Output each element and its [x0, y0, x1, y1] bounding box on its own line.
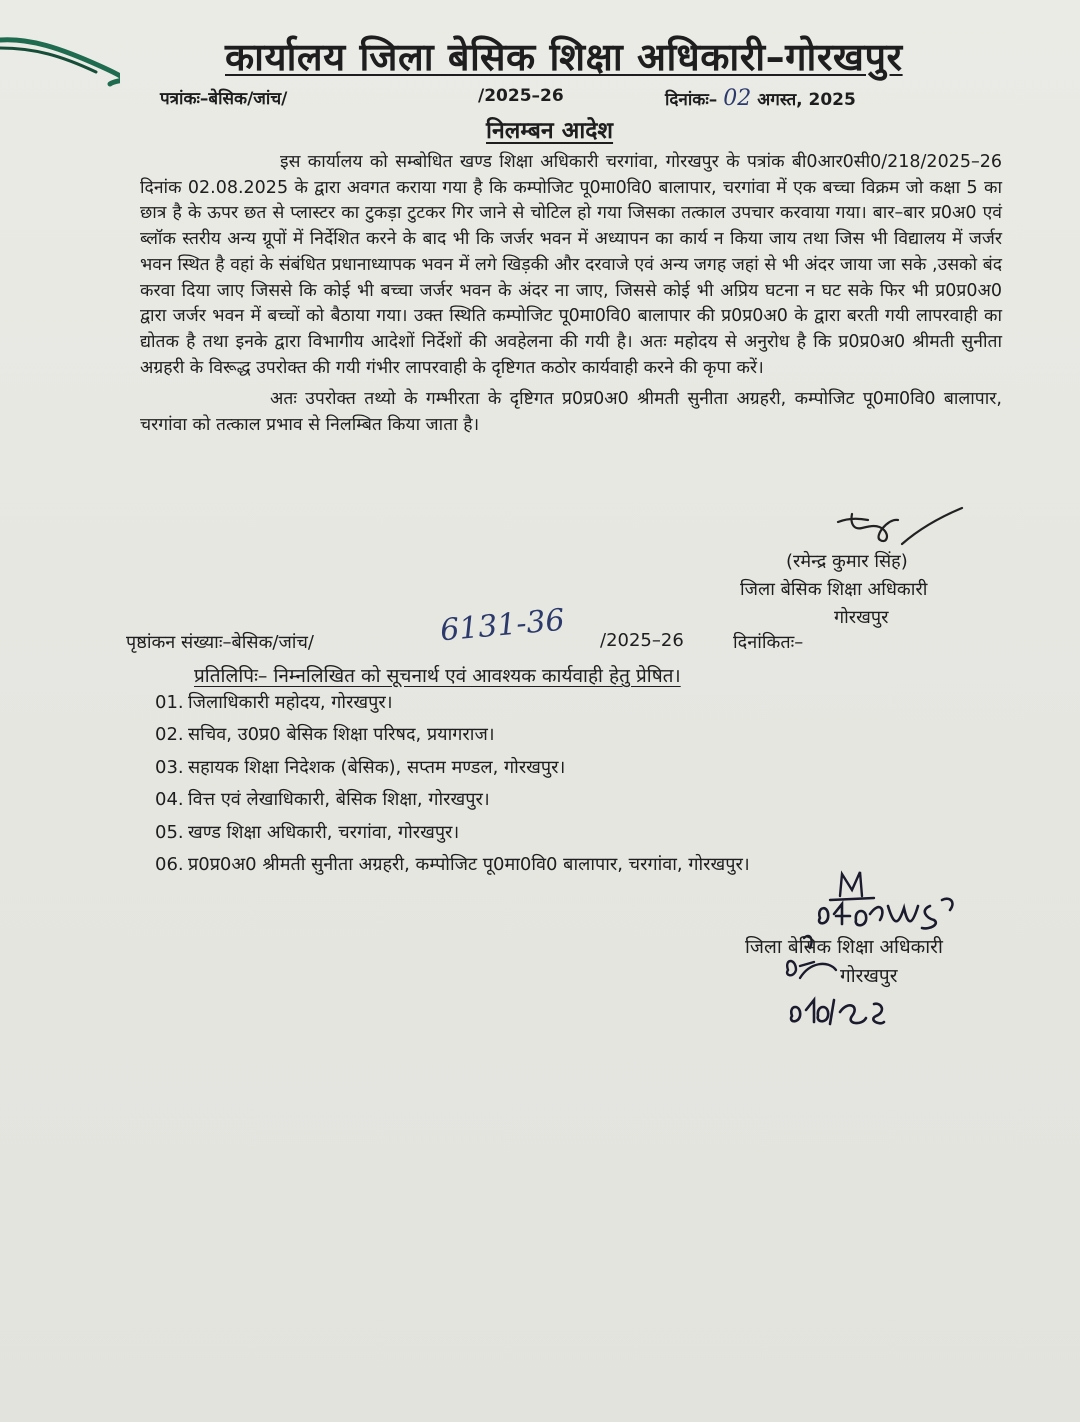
letter-date: [665, 86, 856, 111]
order-body: [140, 150, 1002, 439]
office-title: कार्यालय जिला बेसिक शिक्षा अधिकारी–गोरखपुर: [225, 35, 903, 79]
copy-to-heading: प्रतिलिपिः– निम्नलिखित को सूचनार्थ एवं आवश्यक कार्यवाही हेतु प्रेषित।: [194, 665, 681, 687]
list-item: 02. सचिव, उ0प्र0 बेसिक शिक्षा परिषद, प्रयागराज।: [155, 724, 495, 746]
signatory-block: [740, 548, 927, 632]
signatory-place: गोरखपुर: [834, 607, 889, 628]
endorsement-label: पृष्ठांकन संख्याः–बेसिक/जांच/: [126, 632, 314, 653]
letter-number: पत्रांकः–बेसिक/जांच/: [160, 89, 288, 109]
endorsement-year: /2025–26: [600, 630, 684, 651]
copy-to-list: [155, 688, 750, 882]
list-item: 04. वित्त एवं लेखाधिकारी, बेसिक शिक्षा, गोरखपुर।: [155, 789, 490, 811]
endorsement-handwritten-number: 6131-36: [438, 602, 566, 649]
date-month-year: अगस्त, 2025: [757, 90, 856, 110]
list-item: 05. खण्ड शिक्षा अधिकारी, चरगांवा, गोरखपुर।: [155, 821, 460, 843]
date-label: दिनांकः–: [665, 90, 718, 110]
subject-heading: निलम्बन आदेश: [486, 118, 614, 144]
body-paragraph-2: अतः उपरोक्त तथ्यो के गम्भीरता के दृष्टिगत प्र0प्र0अ0 श्रीमती सुनीता अग्रहरी, कम्पोजिट पू0मा0वि0 बालापार, चरगांवा को तत्काल प्रभाव से निलम्बित किया जाता है।: [140, 389, 1002, 436]
list-item: 01. जिलाधिकारी महोदय, गोरखपुर।: [155, 692, 393, 713]
body-paragraph-1: इस कार्यालय को सम्बोधित खण्ड शिक्षा अधिकारी चरगांवा, गोरखपुर के पत्रांक बी0आर0सी0/218/2025–26 दिनांक 02.08.2025 के द्वारा अवगत कराया गया है कि कम्पोजिट पू0मा0वि0 बालापार, चरगांवा में एक बच्चा विक्रम जो कक्षा 5 का छात्र है के ऊपर छत से प्लास्टर का टुकड़ा टुटकर गिर जाने से चोटिल हो गया जिसका तत्काल उपचार करवाया गया। बार–बार प्र0अ0 एवं ब्लॉक स्तरीय अन्य ग्रूपों में निर्देशित करने के बाद भी कि जर्जर भवन में अध्यापन का कार्य न किया जाय तथा जिस भी विद्यालय में जर्जर भवन स्थित है वहां के संबंधित प्रधानाध्यापक भवन में लगे खिड़की और दरवाजे एवं अन्य जगह जहां से भी अंदर जाया जा सके ,उसको बंद करवा दिया जाए जिससे कि कोई भी बच्चा जर्जर भवन के अंदर ना जाए, जिससे कोई भी अप्रिय घटना न घट सके फिर भी प्र0प्र0अ0 द्वारा जर्जर भवन में बच्चों को बैठाया गया। उक्त स्थिति कम्पोजिट पू0मा0वि0 बालापार की प्र0प्र0अ0 के द्वारा बरती गयी लापरवाही का द्योतक है तथा इनके द्वारा विभागीय आदेशों निर्देशों की अवहेलना की गयी है। अतः महोदय से अनुरोध है कि प्र0प्र0अ0 श्रीमती सुनीता अग्रहरी के विरूद्ध उपरोक्त की गयी गंभीर लापरवाही के दृष्टिगत कठोर कार्यवाही करने की कृपा करें।: [140, 152, 1002, 378]
list-item: 06. प्र0प्र0अ0 श्रीमती सुनीता अग्रहरी, कम्पोजिट पू0मा0वि0 बालापार, चरगांवा, गोरखपुर।: [155, 853, 750, 875]
final-signatory-place: गोरखपुर: [840, 965, 898, 987]
binding-thread-icon: [0, 18, 120, 88]
signatory-designation: जिला बेसिक शिक्षा अधिकारी: [740, 579, 928, 600]
list-item: 03. सहायक शिक्षा निदेशक (बेसिक), सप्तम मण्डल, गोरखपुर।: [155, 756, 566, 778]
handwritten-date-day: 02: [723, 86, 752, 111]
letter-year: /2025–26: [478, 86, 564, 106]
final-signatory-designation: जिला बेसिक शिक्षा अधिकारी: [745, 936, 943, 958]
signatory-name: (रमेन्द्र कुमार सिंह): [786, 551, 908, 572]
endorsement-date-label: दिनांकितः–: [733, 632, 804, 653]
